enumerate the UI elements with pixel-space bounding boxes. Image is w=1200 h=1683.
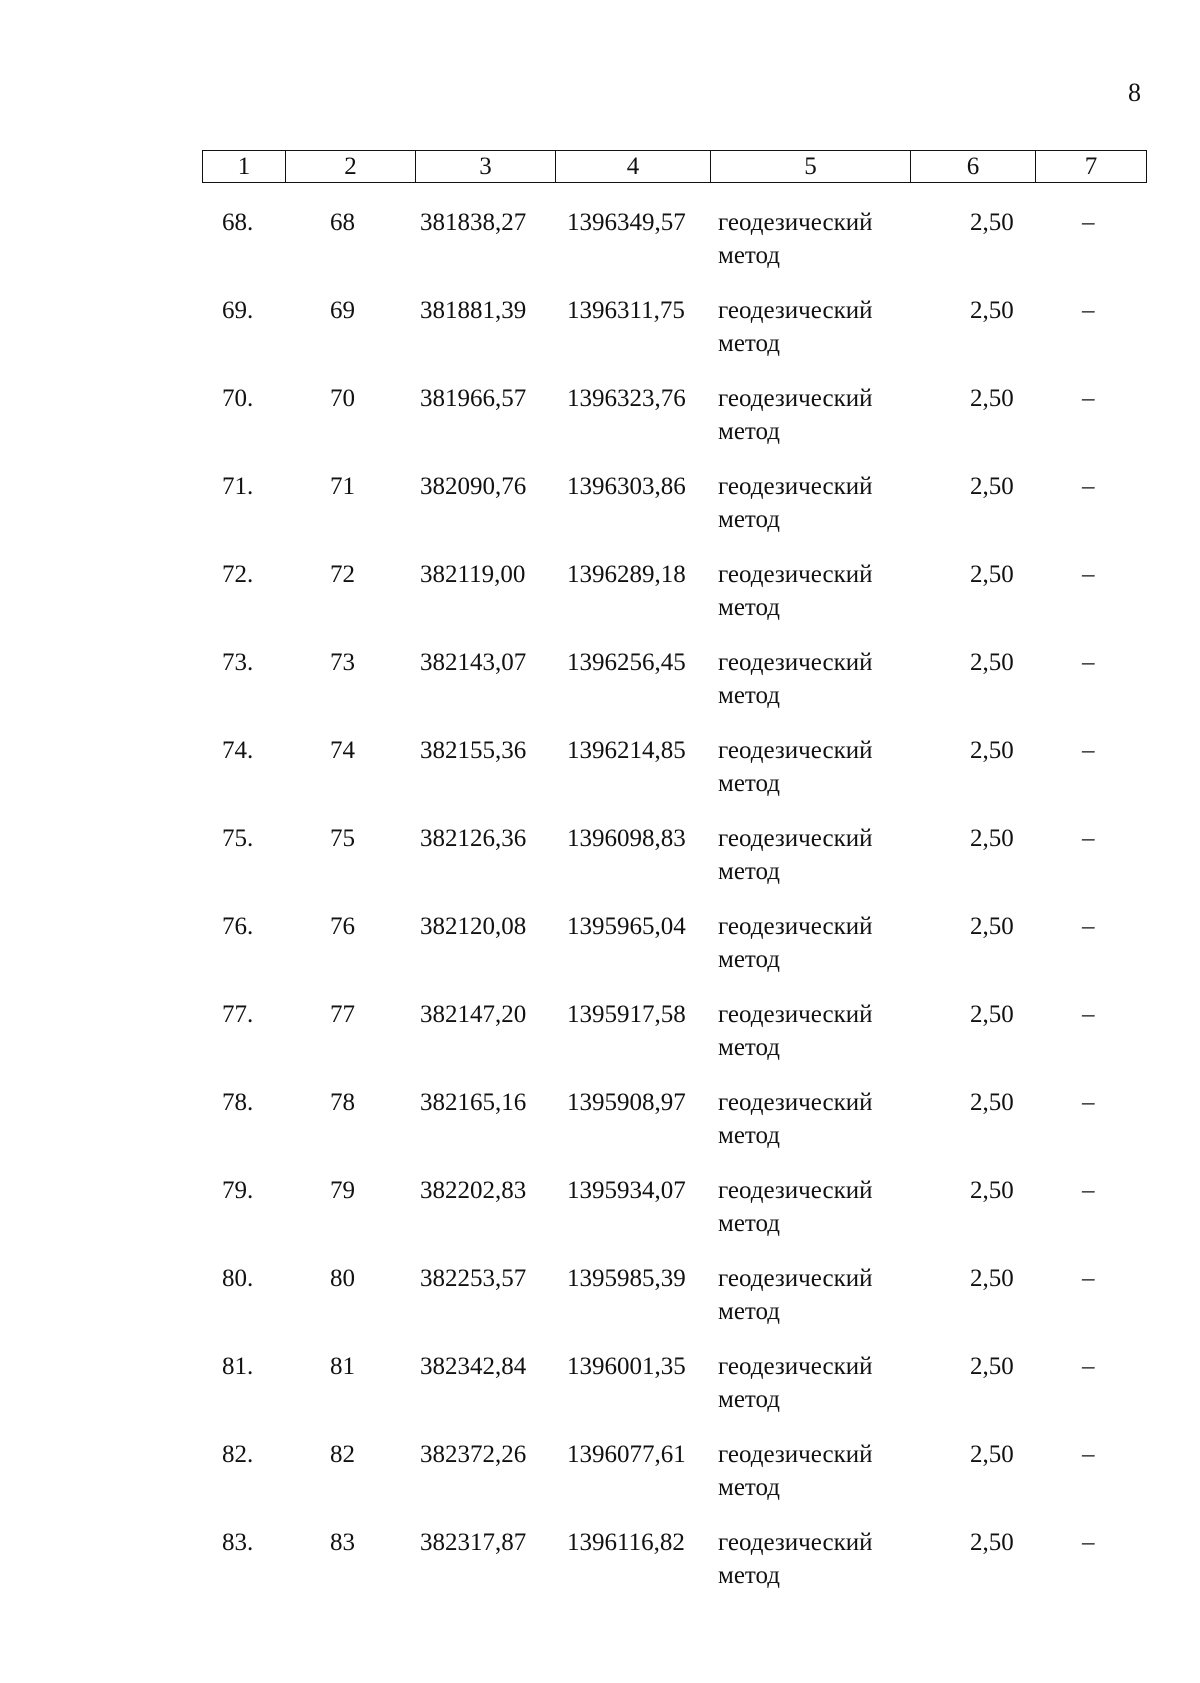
point-number: 81 [330,1353,355,1380]
method-line-1: геодезический [718,1089,873,1116]
point-number: 75 [330,825,355,852]
point-number: 77 [330,1001,355,1028]
point-number: 71 [330,473,355,500]
coordinate-x: 382202,83 [420,1177,527,1204]
row-index: 71. [222,473,254,500]
method-line-2: метод [718,1298,781,1325]
coordinate-x: 382126,36 [420,825,527,852]
coordinate-x: 382147,20 [420,1001,527,1028]
accuracy: 2,50 [970,737,1014,764]
method [718,470,872,536]
method-line-2: метод [718,1386,781,1413]
row-index: 74. [222,737,254,764]
coordinate-x: 382165,16 [420,1089,527,1116]
method-line-2: метод [718,242,781,269]
coordinate-x: 382090,76 [420,473,527,500]
method-line-1: геодезический [718,297,873,324]
accuracy: 2,50 [970,297,1014,324]
accuracy: 2,50 [970,561,1014,588]
coordinate-y: 1396256,45 [567,649,686,676]
method [718,558,872,624]
accuracy: 2,50 [970,209,1014,236]
coordinate-x: 382317,87 [420,1529,527,1556]
method [718,822,872,888]
method [718,1086,872,1152]
method-line-2: метод [718,858,781,885]
point-number: 69 [330,297,355,324]
table-row [202,1252,1146,1340]
header-col-6: 6 [911,151,1036,183]
coordinate-x: 382253,57 [420,1265,527,1292]
method-line-2: метод [718,946,781,973]
table-row [202,548,1146,636]
accuracy: 2,50 [970,649,1014,676]
table-row [202,460,1146,548]
coordinate-y: 1396303,86 [567,473,686,500]
method [718,646,872,712]
coordinate-y: 1396349,57 [567,209,686,236]
row-index: 78. [222,1089,254,1116]
method-line-2: метод [718,1034,781,1061]
coordinate-x: 382143,07 [420,649,527,676]
accuracy: 2,50 [970,473,1014,500]
table-row [202,1076,1146,1164]
method-line-2: метод [718,1122,781,1149]
row-index: 69. [222,297,254,324]
description: – [1082,385,1095,412]
method-line-1: геодезический [718,1265,873,1292]
coordinate-x: 382119,00 [420,561,526,588]
method [718,1174,872,1240]
description: – [1082,1177,1095,1204]
coordinate-y: 1396077,61 [567,1441,686,1468]
header-col-3: 3 [416,151,556,183]
description: – [1082,297,1095,324]
description: – [1082,473,1095,500]
row-index: 75. [222,825,254,852]
description: – [1082,209,1095,236]
method [718,910,872,976]
coordinate-x: 381966,57 [420,385,527,412]
table-row [202,1428,1146,1516]
point-number: 80 [330,1265,355,1292]
table-row [202,1516,1146,1604]
method-line-1: геодезический [718,1441,873,1468]
method-line-2: метод [718,330,781,357]
point-number: 83 [330,1529,355,1556]
method [718,294,872,360]
accuracy: 2,50 [970,1089,1014,1116]
point-number: 76 [330,913,355,940]
point-number: 78 [330,1089,355,1116]
method [718,382,872,448]
method-line-2: метод [718,1210,781,1237]
point-number: 70 [330,385,355,412]
method-line-1: геодезический [718,1001,873,1028]
header-row [203,151,1147,183]
point-number: 73 [330,649,355,676]
row-index: 79. [222,1177,254,1204]
row-index: 77. [222,1001,254,1028]
method-line-2: метод [718,506,781,533]
description: – [1082,825,1095,852]
row-index: 82. [222,1441,254,1468]
accuracy: 2,50 [970,1001,1014,1028]
method [718,1262,872,1328]
accuracy: 2,50 [970,1177,1014,1204]
method-line-2: метод [718,770,781,797]
header-col-5: 5 [711,151,911,183]
header-col-2: 2 [286,151,416,183]
method-line-1: геодезический [718,561,873,588]
method-line-1: геодезический [718,737,873,764]
coordinate-y: 1395934,07 [567,1177,686,1204]
point-number: 72 [330,561,355,588]
description: – [1082,1441,1095,1468]
method-line-1: геодезический [718,913,873,940]
row-index: 80. [222,1265,254,1292]
table-row [202,812,1146,900]
table-row [202,636,1146,724]
row-index: 72. [222,561,254,588]
method-line-1: геодезический [718,473,873,500]
description: – [1082,1089,1095,1116]
coordinate-x: 382372,26 [420,1441,527,1468]
method-line-1: геодезический [718,825,873,852]
coordinate-y: 1396001,35 [567,1353,686,1380]
method-line-2: метод [718,1474,781,1501]
method [718,206,872,272]
accuracy: 2,50 [970,1265,1014,1292]
point-number: 79 [330,1177,355,1204]
description: – [1082,913,1095,940]
coordinate-y: 1396311,75 [567,297,685,324]
table-row [202,284,1146,372]
description: – [1082,561,1095,588]
accuracy: 2,50 [970,913,1014,940]
method-line-1: геодезический [718,1353,873,1380]
table-row [202,196,1146,284]
description: – [1082,737,1095,764]
method-line-1: геодезический [718,209,873,236]
accuracy: 2,50 [970,1441,1014,1468]
header-col-1: 1 [203,151,286,183]
coordinate-x: 382120,08 [420,913,527,940]
coordinate-x: 381838,27 [420,209,527,236]
coordinate-y: 1395917,58 [567,1001,686,1028]
table-row [202,372,1146,460]
row-index: 81. [222,1353,254,1380]
row-index: 70. [222,385,254,412]
row-index: 76. [222,913,254,940]
coordinate-y: 1395985,39 [567,1265,686,1292]
point-number: 74 [330,737,355,764]
point-number: 68 [330,209,355,236]
accuracy: 2,50 [970,1529,1014,1556]
method-line-1: геодезический [718,385,873,412]
header-col-7: 7 [1036,151,1147,183]
coordinate-y: 1396214,85 [567,737,686,764]
row-index: 73. [222,649,254,676]
coordinate-x: 381881,39 [420,297,527,324]
table-row [202,900,1146,988]
coordinate-x: 382155,36 [420,737,527,764]
method-line-2: метод [718,418,781,445]
description: – [1082,1001,1095,1028]
table-header [202,150,1147,183]
coordinate-x: 382342,84 [420,1353,527,1380]
point-number: 82 [330,1441,355,1468]
method-line-1: геодезический [718,1529,873,1556]
accuracy: 2,50 [970,1353,1014,1380]
header-col-4: 4 [556,151,711,183]
coordinate-y: 1395908,97 [567,1089,686,1116]
coordinate-y: 1396323,76 [567,385,686,412]
method-line-2: метод [718,1562,781,1589]
table-row [202,1164,1146,1252]
accuracy: 2,50 [970,825,1014,852]
method [718,998,872,1064]
description: – [1082,649,1095,676]
coordinate-y: 1396289,18 [567,561,686,588]
row-index: 68. [222,209,254,236]
coordinate-y: 1395965,04 [567,913,686,940]
row-index: 83. [222,1529,254,1556]
table-body [202,196,1146,1604]
description: – [1082,1353,1095,1380]
description: – [1082,1265,1095,1292]
page-number: 8 [1128,78,1141,107]
method-line-1: геодезический [718,649,873,676]
method-line-1: геодезический [718,1177,873,1204]
accuracy: 2,50 [970,385,1014,412]
method-line-2: метод [718,594,781,621]
table-row [202,1340,1146,1428]
method [718,734,872,800]
method [718,1526,872,1592]
coordinate-y: 1396098,83 [567,825,686,852]
method [718,1438,872,1504]
table-row [202,724,1146,812]
method-line-2: метод [718,682,781,709]
table-row [202,988,1146,1076]
method [718,1350,872,1416]
coordinate-y: 1396116,82 [567,1529,685,1556]
description: – [1082,1529,1095,1556]
